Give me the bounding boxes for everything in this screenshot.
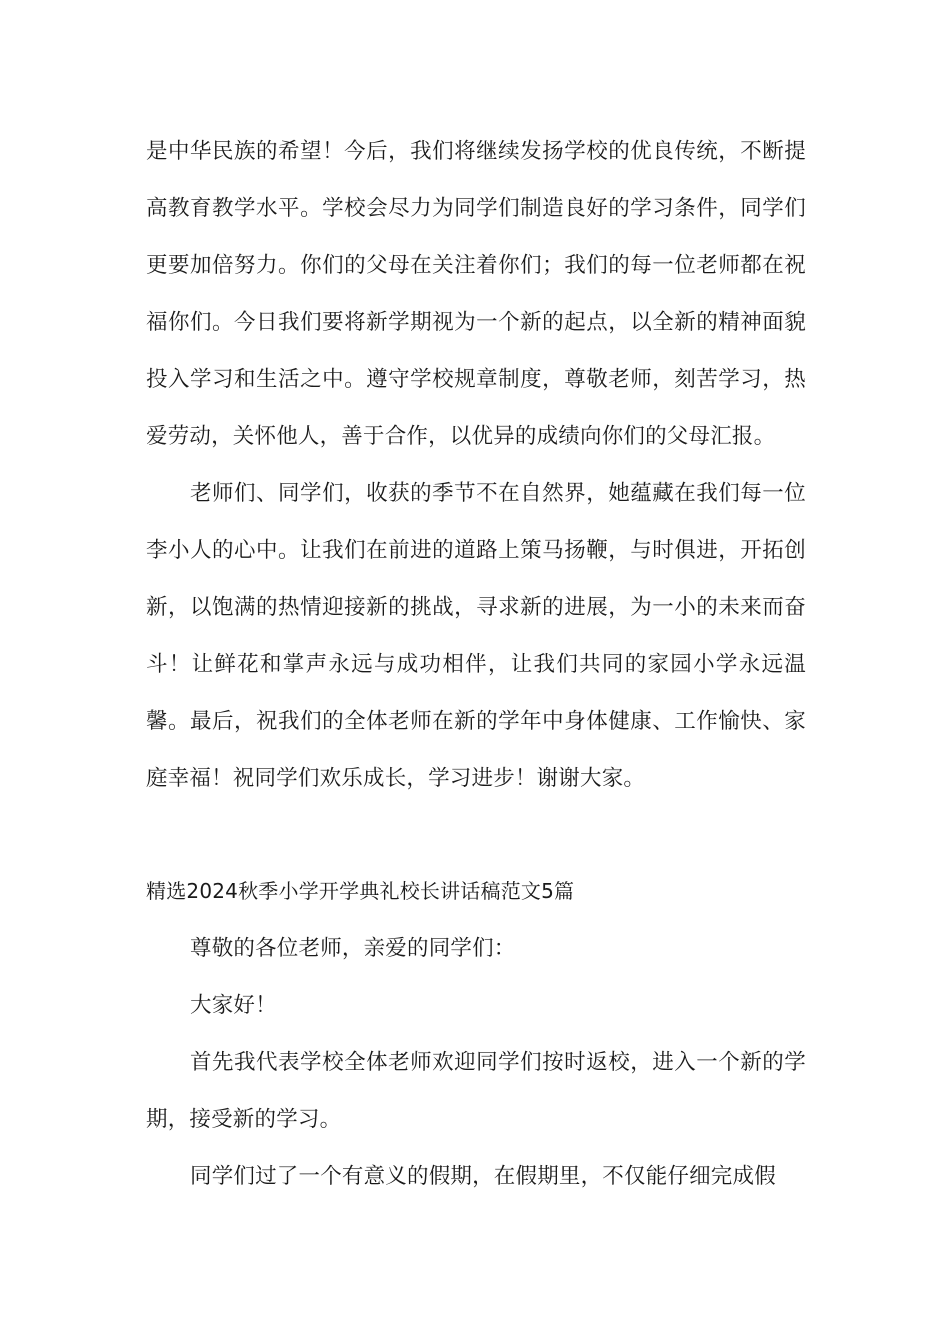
paragraph-continued: 是中华民族的希望！今后，我们将继续发扬学校的优良传统，不断提高教育教学水平。学校会尽力为同学们制造良好的学习条件，同学们更要加倍努力。你们的父母在关注着你们；我们的每一位老师都在祝福你们。今日我们要将新学期视为一个新的起点，以全新的精神面貌投入学习和生活之中。遵守学校规章制度，尊敬老师，刻苦学习，热爱劳动，关怀他人，善于合作，以优异的成绩向你们的父母汇报。	[146, 139, 806, 449]
paragraph-holiday: 同学们过了一个有意义的假期，在假期里，不仅能仔细完成假	[190, 1164, 776, 1189]
body-text-bottom	[146, 863, 806, 1205]
body-text-top	[146, 123, 806, 807]
section-heading: 精选2024秋季小学开学典礼校长讲话稿范文5篇	[146, 879, 575, 903]
paragraph-closing: 老师们、同学们，收获的季节不在自然界，她蕴藏在我们每一位李小人的心中。让我们在前进的道路上策马扬鞭，与时俱进，开拓创新，以饱满的热情迎接新的挑战，寻求新的进展，为一小的未来而奋斗！让鲜花和掌声永远与成功相伴，让我们共同的家园小学永远温馨。最后，祝我们的全体老师在新的学年中身体健康、工作愉快、家庭幸福！祝同学们欢乐成长，学习进步！谢谢大家。	[146, 481, 806, 791]
paragraph-welcome: 首先我代表学校全体老师欢迎同学们按时返校，进入一个新的学期，接受新的学习。	[146, 1050, 806, 1132]
paragraph-greeting: 大家好！	[190, 993, 277, 1018]
paragraph-salutation: 尊敬的各位老师，亲爱的同学们：	[190, 936, 516, 961]
